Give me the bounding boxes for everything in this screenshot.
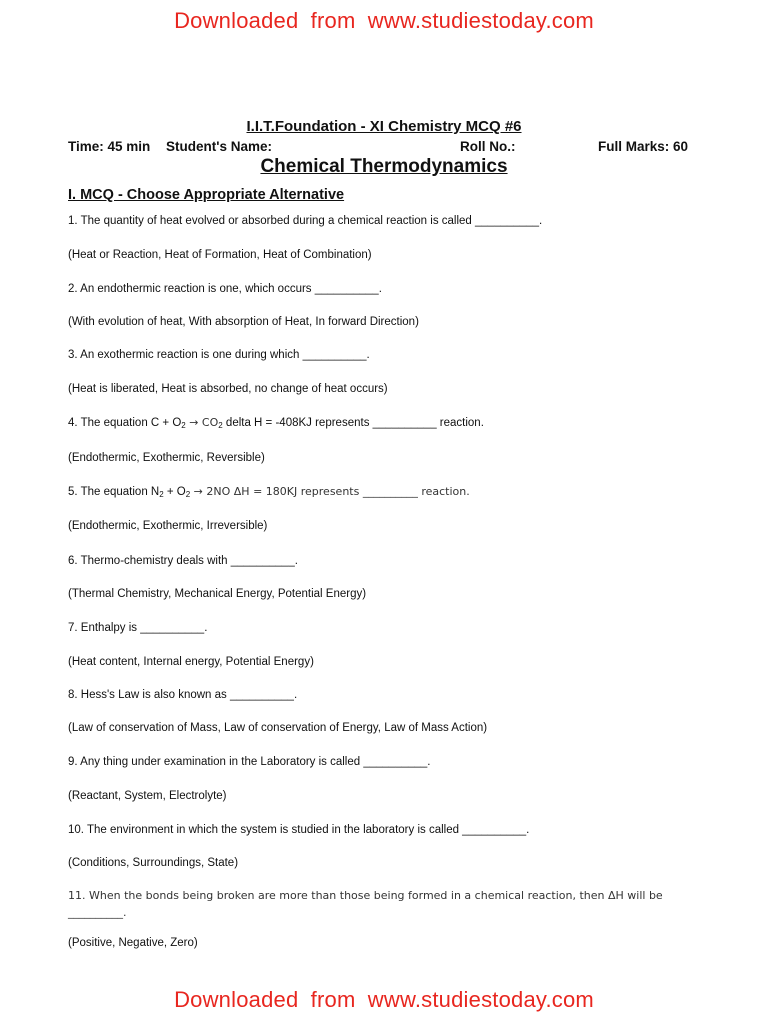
question-3: 3. An exothermic reaction is one during which __________. <box>68 349 370 361</box>
question-7-options: (Heat content, Internal energy, Potential Energy) <box>68 656 314 668</box>
question-5-options: (Endothermic, Exothermic, Irreversible) <box>68 520 268 532</box>
question-2: 2. An endothermic reaction is one, which occurs __________. <box>68 283 382 295</box>
time-label: Time: 45 min <box>68 139 151 154</box>
full-marks-label: Full Marks: 60 <box>597 139 688 154</box>
question-11-options: (Positive, Negative, Zero) <box>68 937 198 949</box>
question-9: 9. Any thing under examination in the Laboratory is called __________. <box>68 756 431 768</box>
question-11: 11. When the bonds being broken are more than those being formed in a chemical reaction, then ΔH will be __________. <box>68 889 663 919</box>
download-banner-top: Downloaded from www.studiestoday.com <box>174 8 594 33</box>
question-10: 10. The environment in which the system is studied in the laboratory is called __________. <box>68 824 530 836</box>
question-7: 7. Enthalpy is __________. <box>68 622 208 634</box>
student-name-label: Student's Name: <box>166 139 272 154</box>
question-10-options: (Conditions, Surroundings, State) <box>68 857 239 869</box>
subscript: 2 <box>159 490 164 499</box>
question-1-options: (Heat or Reaction, Heat of Formation, Heat of Combination) <box>68 249 372 261</box>
question-6-options: (Thermal Chemistry, Mechanical Energy, Potential Energy) <box>68 588 367 600</box>
subscript: 2 <box>218 421 223 430</box>
question-8: 8. Hess's Law is also known as __________. <box>68 689 298 701</box>
section-heading: I. MCQ - Choose Appropriate Alternative <box>68 187 345 203</box>
subscript: 2 <box>185 490 191 499</box>
question-5-text-c: → 2NO ΔH = 180KJ represents __________ reaction. <box>190 485 470 498</box>
question-5-text-a: 5. The equation N <box>68 486 160 498</box>
subscript: 2 <box>181 421 186 430</box>
question-2-options: (With evolution of heat, With absorption of Heat, In forward Direction) <box>68 316 419 328</box>
question-4 <box>68 415 688 434</box>
question-5-text-b: + O <box>163 486 186 498</box>
question-5 <box>68 484 688 503</box>
question-1: 1. The quantity of heat evolved or absorbed during a chemical reaction is called __________. <box>68 215 543 227</box>
question-4-options: (Endothermic, Exothermic, Reversible) <box>68 452 265 464</box>
subject-title: Chemical Thermodynamics <box>260 156 508 177</box>
question-6: 6. Thermo-chemistry deals with __________. <box>68 555 298 567</box>
question-8-options: (Law of conservation of Mass, Law of conservation of Energy, Law of Mass Action) <box>68 722 488 734</box>
question-9-options: (Reactant, System, Electrolyte) <box>68 790 227 802</box>
question-4-text-a: 4. The equation C + O <box>68 417 182 429</box>
roll-no-label: Roll No.: <box>460 139 516 154</box>
question-3-options: (Heat is liberated, Heat is absorbed, no change of heat occurs) <box>68 383 388 395</box>
download-banner-bottom: Downloaded from www.studiestoday.com <box>174 987 594 1012</box>
document-title: I.I.T.Foundation - XI Chemistry MCQ #6 <box>246 118 522 135</box>
exam-meta-row <box>68 139 688 157</box>
question-4-arrow: → CO <box>185 416 219 429</box>
question-4-text-b: delta H = -408KJ represents __________ reaction. <box>222 417 484 429</box>
